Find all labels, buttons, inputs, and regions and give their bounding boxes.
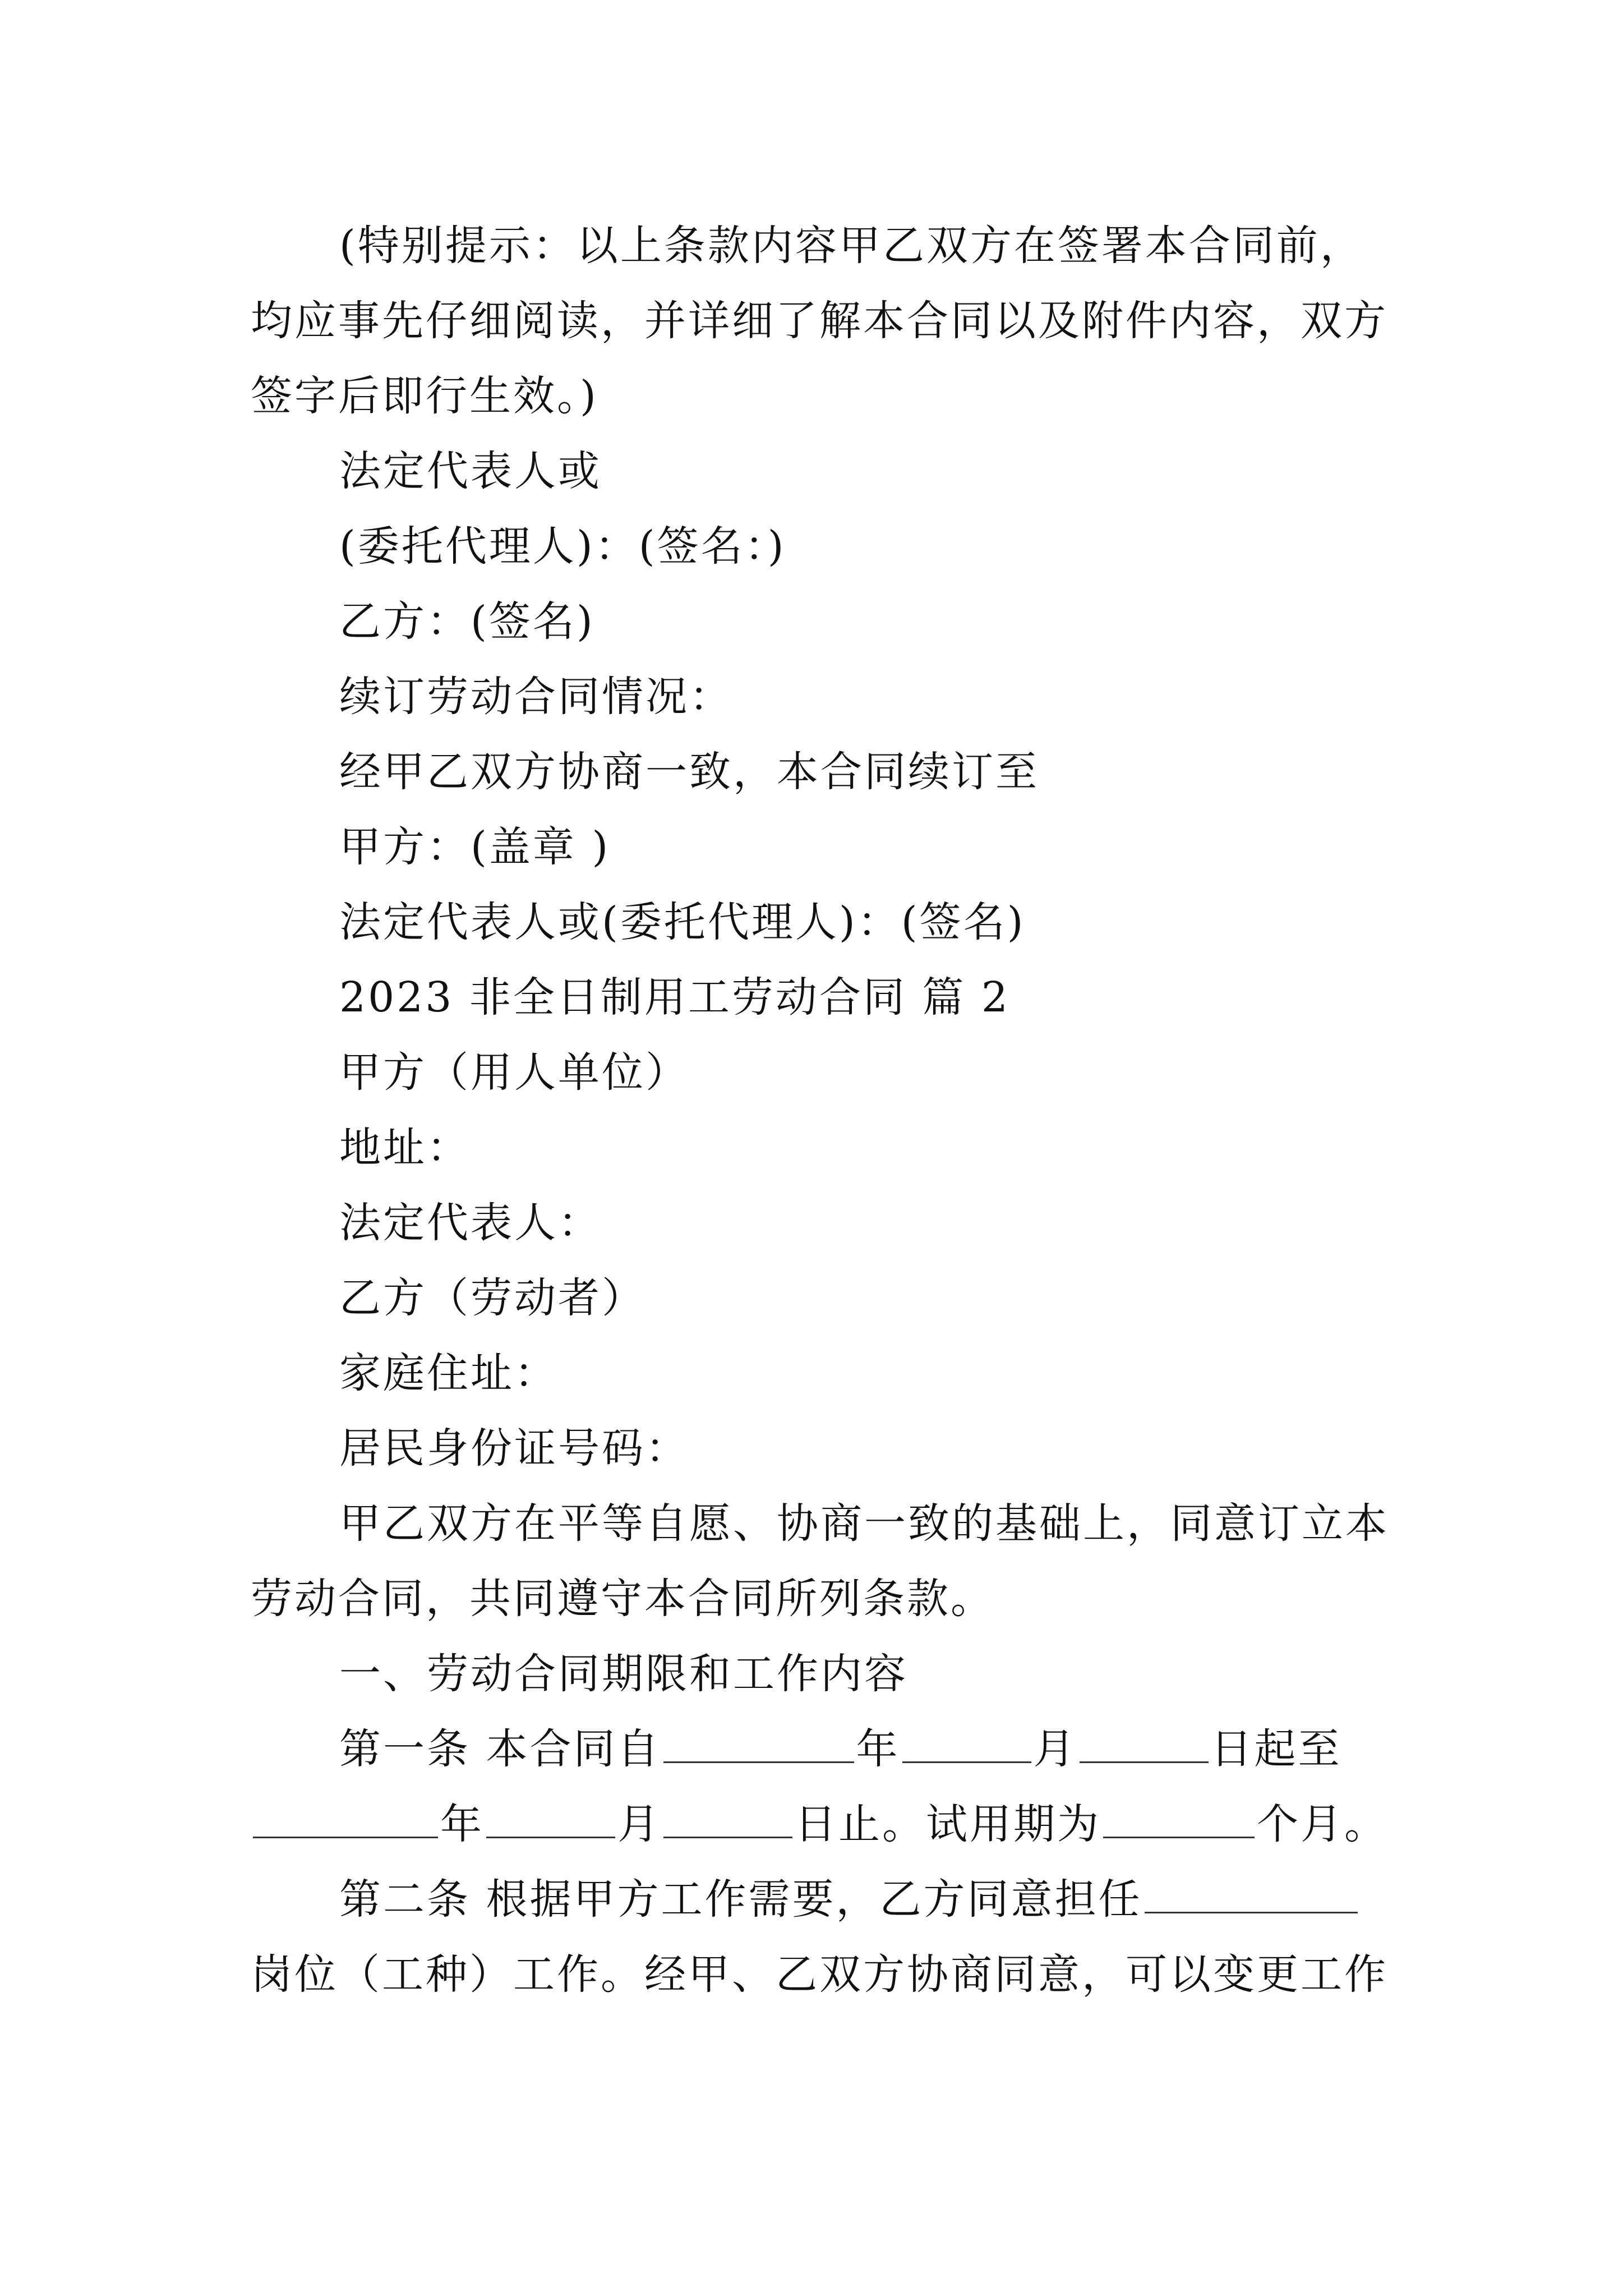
trial-months-blank[interactable] xyxy=(1103,1797,1255,1838)
chapter-one-heading: 一、劳动合同期限和工作内容 xyxy=(339,1650,908,1698)
legal-representative-label: 法定代表人： xyxy=(339,1199,602,1247)
end-month-blank[interactable] xyxy=(486,1797,615,1838)
start-month-blank[interactable] xyxy=(902,1722,1031,1763)
article-1-prefix: 第一条 本合同自 xyxy=(339,1725,661,1773)
agreement-line-2: 劳动合同，共同遵守本合同所列条款。 xyxy=(251,1575,994,1623)
start-day-blank[interactable] xyxy=(1080,1722,1209,1763)
renewal-heading: 续订劳动合同情况： xyxy=(339,673,733,721)
article-2-line-2: 岗位（工种）工作。经甲、乙双方协商同意，可以变更工作 xyxy=(251,1950,1388,1999)
article-1-line-1 xyxy=(339,1721,1342,1777)
special-notice-line-3: 签字后即行生效。) xyxy=(251,372,598,420)
agent-signature-line: (委托代理人)：(签名：) xyxy=(339,522,786,570)
party-b-signature-line: 乙方：(签名) xyxy=(339,597,595,646)
day-end-label: 日止。试用期为 xyxy=(795,1800,1101,1848)
special-notice-line-1: (特别提示：以上条款内容甲乙双方在签署本合同前， xyxy=(339,222,1364,270)
start-year-blank[interactable] xyxy=(663,1722,854,1763)
post-blank[interactable] xyxy=(1145,1872,1358,1913)
end-day-blank[interactable] xyxy=(663,1797,792,1838)
special-notice-line-2: 均应事先仔细阅读，并详细了解本合同以及附件内容，双方 xyxy=(251,297,1388,345)
end-year-blank[interactable] xyxy=(253,1797,438,1838)
party-b-label: 乙方（劳动者） xyxy=(339,1274,645,1322)
section-title: 2023 非全日制用工劳动合同 篇 2 xyxy=(339,973,1010,1022)
legal-rep-label: 法定代表人或 xyxy=(339,447,602,495)
year-label: 年 xyxy=(856,1725,900,1773)
address-label: 地址： xyxy=(339,1124,471,1172)
month-label: 月 xyxy=(1033,1725,1077,1773)
months-label: 个月。 xyxy=(1257,1800,1388,1848)
article-2-prefix: 第二条 根据甲方工作需要，乙方同意担任 xyxy=(339,1875,1142,1924)
party-a-seal-line: 甲方：(盖章 ) xyxy=(339,823,611,871)
article-2-line-1 xyxy=(339,1871,1360,1927)
article-1-line-2 xyxy=(251,1796,1388,1852)
party-a-label: 甲方（用人单位） xyxy=(339,1048,689,1097)
id-number-label: 居民身份证号码： xyxy=(339,1424,689,1473)
agreement-line-1: 甲乙双方在平等自愿、协商一致的基础上，同意订立本 xyxy=(339,1499,1389,1548)
year-label-2: 年 xyxy=(440,1800,484,1848)
legal-rep-signature-line: 法定代表人或(委托代理人)：(签名) xyxy=(339,898,1026,946)
day-start-label: 日起至 xyxy=(1210,1725,1342,1773)
renewal-statement: 经甲乙双方协商一致，本合同续订至 xyxy=(339,748,1039,796)
home-address-label: 家庭住址： xyxy=(339,1349,558,1397)
month-label-2: 月 xyxy=(617,1800,661,1848)
